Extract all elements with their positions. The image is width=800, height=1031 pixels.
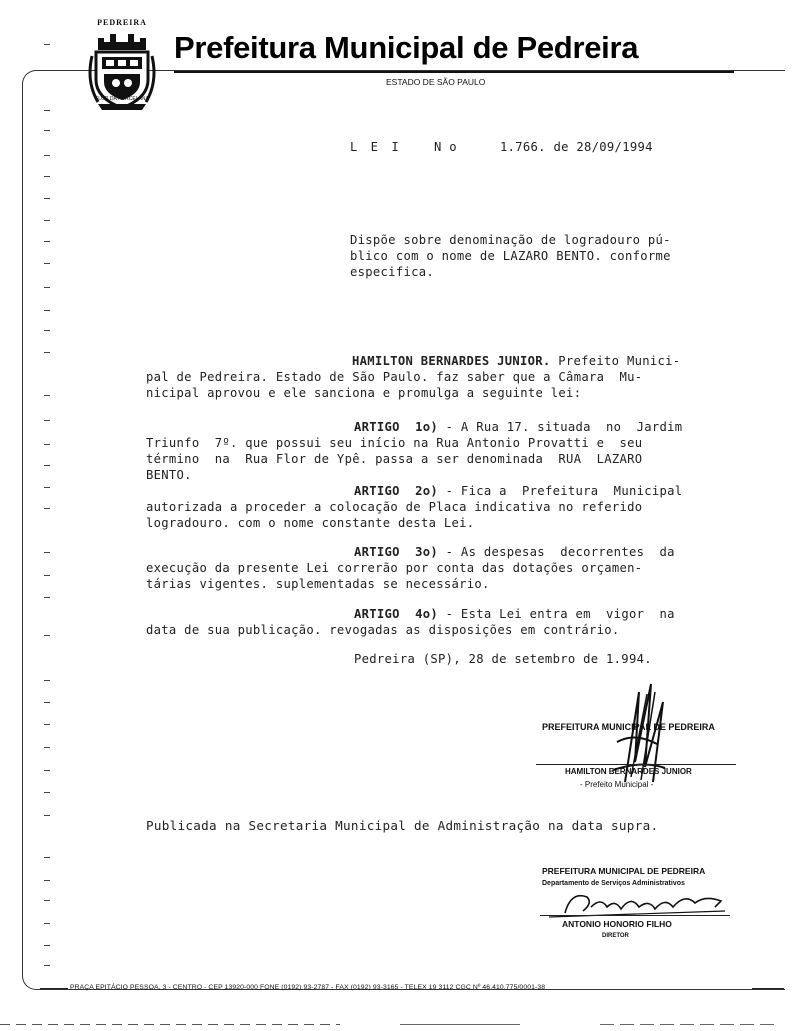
stamp-1-role: - Prefeito Municipal - — [580, 780, 654, 789]
article-3-label: ARTIGO 3o) — [354, 545, 439, 559]
article-1-text: - A Rua 17. situada no Jardim — [438, 420, 683, 434]
stamp-2-role: DIRETOR — [602, 933, 629, 939]
article-2-text: - Fica a Prefeitura Municipal — [438, 484, 683, 498]
page-title: Prefeitura Municipal de Pedreira — [174, 30, 639, 65]
article-4-line: data de sua publicação. revogadas as disposições em contrário. — [146, 623, 620, 637]
article-2-line: autorizada a proceder a colocação de Placa indicativa no referido — [146, 500, 643, 514]
law-summary-line: blico com o nome de LAZARO BENTO. conforme — [350, 249, 671, 263]
article-1-line: BENTO. — [146, 468, 192, 482]
crest-top-text: PEDREIRA — [97, 18, 147, 27]
article-4-text: - Esta Lei entra em vigor na — [438, 607, 675, 621]
law-summary-line: especifica. — [350, 265, 435, 279]
stamp-2-signature-line — [540, 915, 730, 916]
article-1-first-line — [354, 420, 682, 434]
preamble-line-3: nicipal aprovou e ele sanciona e promulga a seguinte lei: — [146, 386, 582, 400]
stamp-1-name: HAMILTON BERNARDES JUNIOR — [565, 767, 692, 776]
footer-address: PRAÇA EPITÁCIO PESSOA, 3 - CENTRO - CEP 13920-000 FONE (0192) 93-2787 - FAX (0192) 93-3165 - TELEX 19 3112 CGC Nº 46.410.775/0001-38 — [70, 984, 546, 991]
article-2-first-line — [354, 484, 682, 498]
footer-rule-left — [40, 988, 68, 989]
article-2-line: logradouro. com o nome constante desta Lei. — [146, 516, 475, 530]
mayor-name: HAMILTON BERNARDES JUNIOR. — [352, 354, 551, 368]
article-4-label: ARTIGO 4o) — [354, 607, 439, 621]
law-summary-line: Dispõe sobre denominação de logradouro pú- — [350, 233, 671, 247]
article-1-line: Triunfo 7º. que possui seu início na Rua Antonio Provatti e seu — [146, 436, 643, 450]
article-1-label: ARTIGO 1o) — [354, 420, 439, 434]
preamble-line-2: pal de Pedreira. Estado de São Paulo. faz saber que a Câmara Mu- — [146, 370, 643, 384]
article-4-first-line — [354, 607, 675, 621]
crest-bottom-text: FLOR DA PORCELANA — [95, 96, 149, 102]
state-subtitle: ESTADO DE SÃO PAULO — [386, 77, 486, 87]
scan-artifact — [400, 1024, 520, 1025]
law-number-label: N o — [434, 140, 457, 154]
place-date: Pedreira (SP), 28 de setembro de 1.994. — [354, 652, 652, 666]
law-title-word: L E I — [350, 140, 402, 154]
header-rule — [174, 71, 734, 73]
scan-artifact — [0, 1024, 340, 1025]
footer-rule-right — [752, 988, 784, 989]
article-3-first-line — [354, 545, 675, 559]
preamble-line-1 — [352, 354, 680, 368]
stamp-2-dept: Departamento de Serviços Administrativos — [542, 880, 685, 887]
stamp-1-org: PREFEITURA MUNICIPAL DE PEDREIRA — [542, 722, 715, 732]
stamp-2-name: ANTONIO HONORIO FILHO — [562, 919, 672, 929]
article-2-label: ARTIGO 2o) — [354, 484, 439, 498]
preamble-text: Prefeito Munici- — [550, 354, 681, 368]
article-3-text: - As despesas decorrentes da — [438, 545, 675, 559]
article-3-line: tárias vigentes. suplementadas se necessário. — [146, 577, 490, 591]
stamp-2-org: PREFEITURA MUNICIPAL DE PEDREIRA — [542, 866, 706, 876]
article-1-line: término na Rua Flor de Ypê. passa a ser denominada RUA LAZARO — [146, 452, 643, 466]
municipal-crest-logo — [88, 22, 156, 120]
scan-artifact — [600, 1024, 780, 1025]
stamp-1-signature-line — [536, 764, 736, 765]
law-number: 1.766. de 28/09/1994 — [500, 140, 653, 154]
article-3-line: execução da presente Lei correrão por conta das dotações orçamen- — [146, 561, 643, 575]
publication-note: Publicada na Secretaria Municipal de Administração na data supra. — [146, 818, 659, 833]
page-border — [22, 70, 785, 990]
